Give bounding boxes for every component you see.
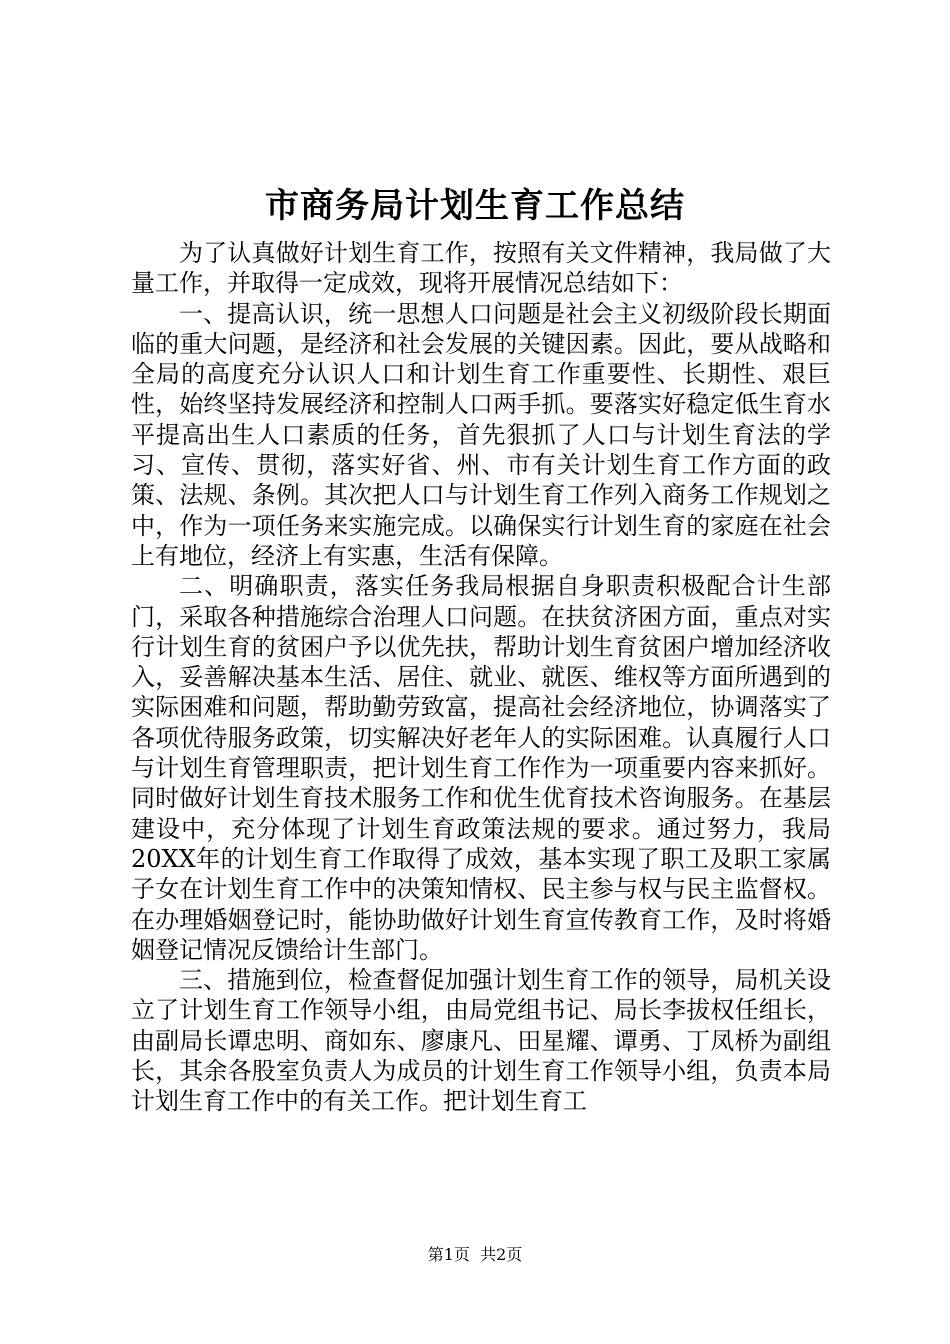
document-body — [131, 238, 831, 1117]
footer-separator — [470, 1245, 480, 1264]
page-footer — [0, 1244, 950, 1266]
paragraph-section-2: 二、明确职责，落实任务我局根据自身职责积极配合计生部门，采取各种措施综合治理人口问题。在扶贫济困方面，重点对实行计划生育的贫困户予以优先扶，帮助计划生育贫困户增加经济收入，妥善解决基本生活、居住、就业、就医、维权等方面所遇到的实际困难和问题，帮助勤劳致富，提高社会经济地位，协调落实了各项优待服务政策，切实解决好老年人的实际困难。认真履行人口与计划生育管理职责，把计划生育工作作为一项重要内容来抓好。同时做好计划生育技术服务工作和优生优育技术咨询服务。在基层建设中，充分体现了计划生育政策法规的要求。通过努力，我局20XX年的计划生育工作取得了成效，基本实现了职工及职工家属子女在计划生育工作中的决策知情权、民主参与权与民主监督权。在办理婚姻登记时，能协助做好计划生育宣传教育工作，及时将婚姻登记情况反馈给计生部门。 — [131, 572, 831, 964]
page-number: 第1页 — [427, 1245, 470, 1264]
document-title: 市商务局计划生育工作总结 — [265, 186, 685, 226]
paragraph-section-1: 一、提高认识，统一思想人口问题是社会主义初级阶段长期面临的重大问题，是经济和社会发展的关键因素。因此，要从战略和全局的高度充分认识人口和计划生育工作重要性、长期性、艰巨性，始终坚持发展经济和控制人口两手抓。要落实好稳定低生育水平提高出生人口素质的任务，首先狠抓了人口与计划生育法的学习、宣传、贯彻，落实好省、州、市有关计划生育工作方面的政策、法规、条例。其次把人口与计划生育工作列入商务工作规划之中，作为一项任务来实施完成。以确保实行计划生育的家庭在社会上有地位，经济上有实惠，生活有保障。 — [131, 299, 831, 570]
paragraph-section-3: 三、措施到位，检查督促加强计划生育工作的领导，局机关设立了计划生育工作领导小组，由局党组书记、局长李拔权任组长，由副局长谭忠明、商如东、廖康凡、田星耀、谭勇、丁凤桥为副组长，其余各股室负责人为成员的计划生育工作领导小组，负责本局计划生育工作中的有关工作。把计划生育工 — [131, 966, 831, 1116]
total-pages: 共2页 — [480, 1245, 523, 1264]
paragraph-intro: 为了认真做好计划生育工作，按照有关文件精神，我局做了大量工作，并取得一定成效，现将开展情况总结如下： — [131, 239, 831, 298]
